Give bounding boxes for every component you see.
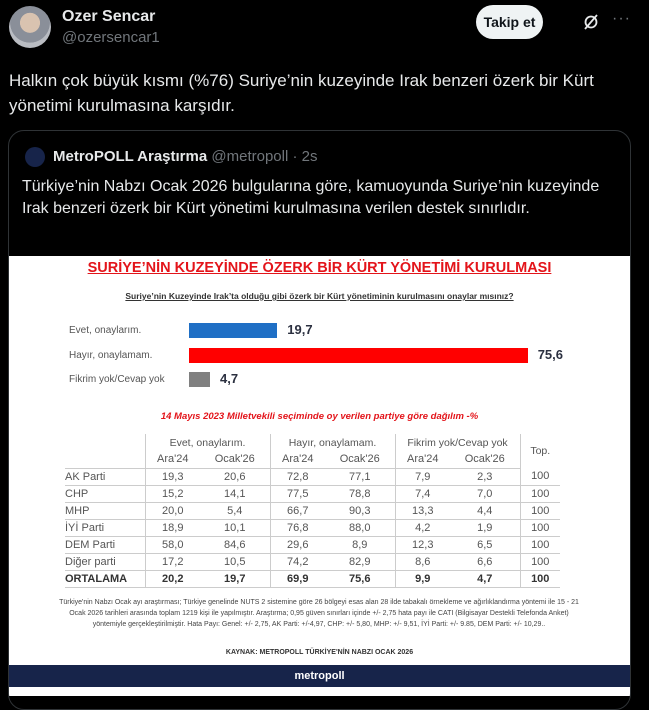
group-header: Hayır, onaylamam.	[270, 434, 395, 451]
table-cell: 100	[520, 502, 560, 519]
party-name: İYİ Parti	[65, 519, 145, 536]
table-cell: 2,3	[450, 468, 520, 485]
table-row	[65, 485, 560, 502]
table-cell: 19,7	[200, 570, 270, 587]
table-cell: 19,3	[145, 468, 200, 485]
tweet-text: Halkın çok büyük kısmı (%76) Suriye’nin kuzeyinde Irak benzeri özerk bir Kürt yönetimi kurulmasına karşıdır.	[9, 71, 594, 115]
group-header: Fikrim yok/Cevap yok	[395, 434, 520, 451]
period-header: Ocak'26	[450, 451, 520, 468]
table-cell: 8,9	[325, 536, 395, 553]
table-cell: 4,2	[395, 519, 450, 536]
table-cell: 17,2	[145, 553, 200, 570]
table-cell: 6,5	[450, 536, 520, 553]
period-header: Ocak'26	[325, 451, 395, 468]
table-cell: 82,9	[325, 553, 395, 570]
period-header: Ara'24	[270, 451, 325, 468]
table-cell: 74,2	[270, 553, 325, 570]
table-row	[65, 468, 560, 485]
quoted-tweet[interactable]	[8, 130, 631, 710]
table-cell: 20,6	[200, 468, 270, 485]
chart-question: Suriye’nin Kuzeyinde Irak’ta olduğu gibi özerk bir Kürt yönetiminin kurulmasını onaylar mısınız?	[125, 291, 514, 301]
party-name: AK Parti	[65, 468, 145, 485]
methodology-note: Türkiye'nin Nabzı Ocak ayı araştırması; Türkiye genelinde NUTS 2 sistemine göre 26 bölgeyi esas alan 28 ilde tabakalı örnekleme ve ağırlıklandırma yöntemi ile 15 - 21 Ocak 2026 tarihleri arasında toplam 1219 kişi ile yapılmıştır. Araştırma; 0,95 güven sınırları içinde +/- 2,75 hata payı ile CATI (Bilgisayar Destekli Telefonda Anket) yöntemiyle gerçekleştirilmiştir. Hata Payı: Genel: +/- 2,75, AK Parti: +/-4,97, CHP: +/- 5,80, MHP: +/- 9,51, İYİ Parti: +/- 9.85, DEM Parti: +/- 10,29..	[59, 599, 579, 628]
period-header: Ara'24	[395, 451, 450, 468]
table-cell: 78,8	[325, 485, 395, 502]
table-cell: 29,6	[270, 536, 325, 553]
table-cell: 84,6	[200, 536, 270, 553]
party-name: MHP	[65, 502, 145, 519]
table-cell: 72,8	[270, 468, 325, 485]
table-cell: 77,1	[325, 468, 395, 485]
table-cell: 20,2	[145, 570, 200, 587]
table-cell: 58,0	[145, 536, 200, 553]
party-name: ORTALAMA	[65, 570, 145, 587]
poll-infographic[interactable]	[9, 256, 630, 696]
table-cell: 7,9	[395, 468, 450, 485]
quote-meta: @metropoll · 2s	[211, 148, 318, 165]
party-name: Diğer parti	[65, 553, 145, 570]
source-line: KAYNAK: METROPOLL TÜRKİYE'NİN NABZI OCAK 2026	[225, 649, 414, 656]
table-row	[65, 536, 560, 553]
quote-text: Türkiye’nin Nabzı Ocak 2026 bulgularına göre, kamuoyunda Suriye’nin kuzeyinde Irak benzeri özerk bir Kürt yönetimi kurulmasına verilen destek sınırlıdır.	[22, 178, 600, 217]
bar-value: 19,7	[287, 322, 313, 337]
bar-value: 75,6	[537, 347, 563, 362]
bar	[189, 323, 277, 338]
table-row	[65, 519, 560, 536]
table-cell: 100	[520, 570, 560, 587]
party-name: CHP	[65, 485, 145, 502]
chart-title: SURİYE’NİN KUZEYİNDE ÖZERK BİR KÜRT YÖNETİMİ KURULMASI	[87, 260, 552, 276]
bar-label: Evet, onaylarım.	[69, 325, 142, 336]
follow-button[interactable]: Takip et	[476, 5, 543, 39]
table-cell: 75,6	[325, 570, 395, 587]
author-name[interactable]: Ozer Sencar	[62, 8, 156, 25]
table-row	[65, 570, 560, 587]
table-cell: 14,1	[200, 485, 270, 502]
grok-icon[interactable]	[583, 14, 599, 30]
table-cell: 100	[520, 536, 560, 553]
table-cell: 10,5	[200, 553, 270, 570]
total-header: Top.	[520, 434, 560, 468]
quote-author-name[interactable]: MetroPOLL Araştırma	[53, 148, 208, 165]
author-handle[interactable]: @ozersencar1	[62, 29, 160, 46]
table-cell: 77,5	[270, 485, 325, 502]
bar-label: Fikrim yok/Cevap yok	[69, 374, 165, 385]
table-cell: 18,9	[145, 519, 200, 536]
table-cell: 1,9	[450, 519, 520, 536]
table-title: 14 Mayıs 2023 Milletvekili seçiminde oy verilen partiye göre dağılım -%	[160, 411, 479, 422]
table-cell: 5,4	[200, 502, 270, 519]
quote-avatar[interactable]	[25, 147, 45, 167]
table-cell: 7,0	[450, 485, 520, 502]
table-cell: 20,0	[145, 502, 200, 519]
table-cell: 9,9	[395, 570, 450, 587]
bar	[189, 372, 210, 387]
group-header: Evet, onaylarım.	[145, 434, 270, 451]
table-row	[65, 502, 560, 519]
results-table	[65, 434, 560, 588]
table-row	[65, 553, 560, 570]
bar	[189, 348, 528, 363]
table-cell: 90,3	[325, 502, 395, 519]
avatar[interactable]	[9, 6, 51, 48]
bar-value: 4,7	[220, 371, 239, 386]
table-cell: 4,7	[450, 570, 520, 587]
table-cell: 66,7	[270, 502, 325, 519]
table-cell: 100	[520, 485, 560, 502]
table-cell: 100	[520, 553, 560, 570]
table-cell: 4,4	[450, 502, 520, 519]
table-cell: 6,6	[450, 553, 520, 570]
period-header: Ocak'26	[200, 451, 270, 468]
table-cell: 100	[520, 468, 560, 485]
more-options-icon[interactable]: ···	[612, 10, 631, 27]
table-cell: 13,3	[395, 502, 450, 519]
table-cell: 12,3	[395, 536, 450, 553]
table-cell: 7,4	[395, 485, 450, 502]
table-cell: 76,8	[270, 519, 325, 536]
table-cell: 10,1	[200, 519, 270, 536]
party-name: DEM Parti	[65, 536, 145, 553]
table-cell: 88,0	[325, 519, 395, 536]
bar-label: Hayır, onaylamam.	[69, 350, 153, 361]
table-cell: 8,6	[395, 553, 450, 570]
period-header: Ara'24	[145, 451, 200, 468]
table-cell: 100	[520, 519, 560, 536]
table-cell: 69,9	[270, 570, 325, 587]
table-cell: 15,2	[145, 485, 200, 502]
brand-footer: metropoll	[9, 665, 630, 687]
